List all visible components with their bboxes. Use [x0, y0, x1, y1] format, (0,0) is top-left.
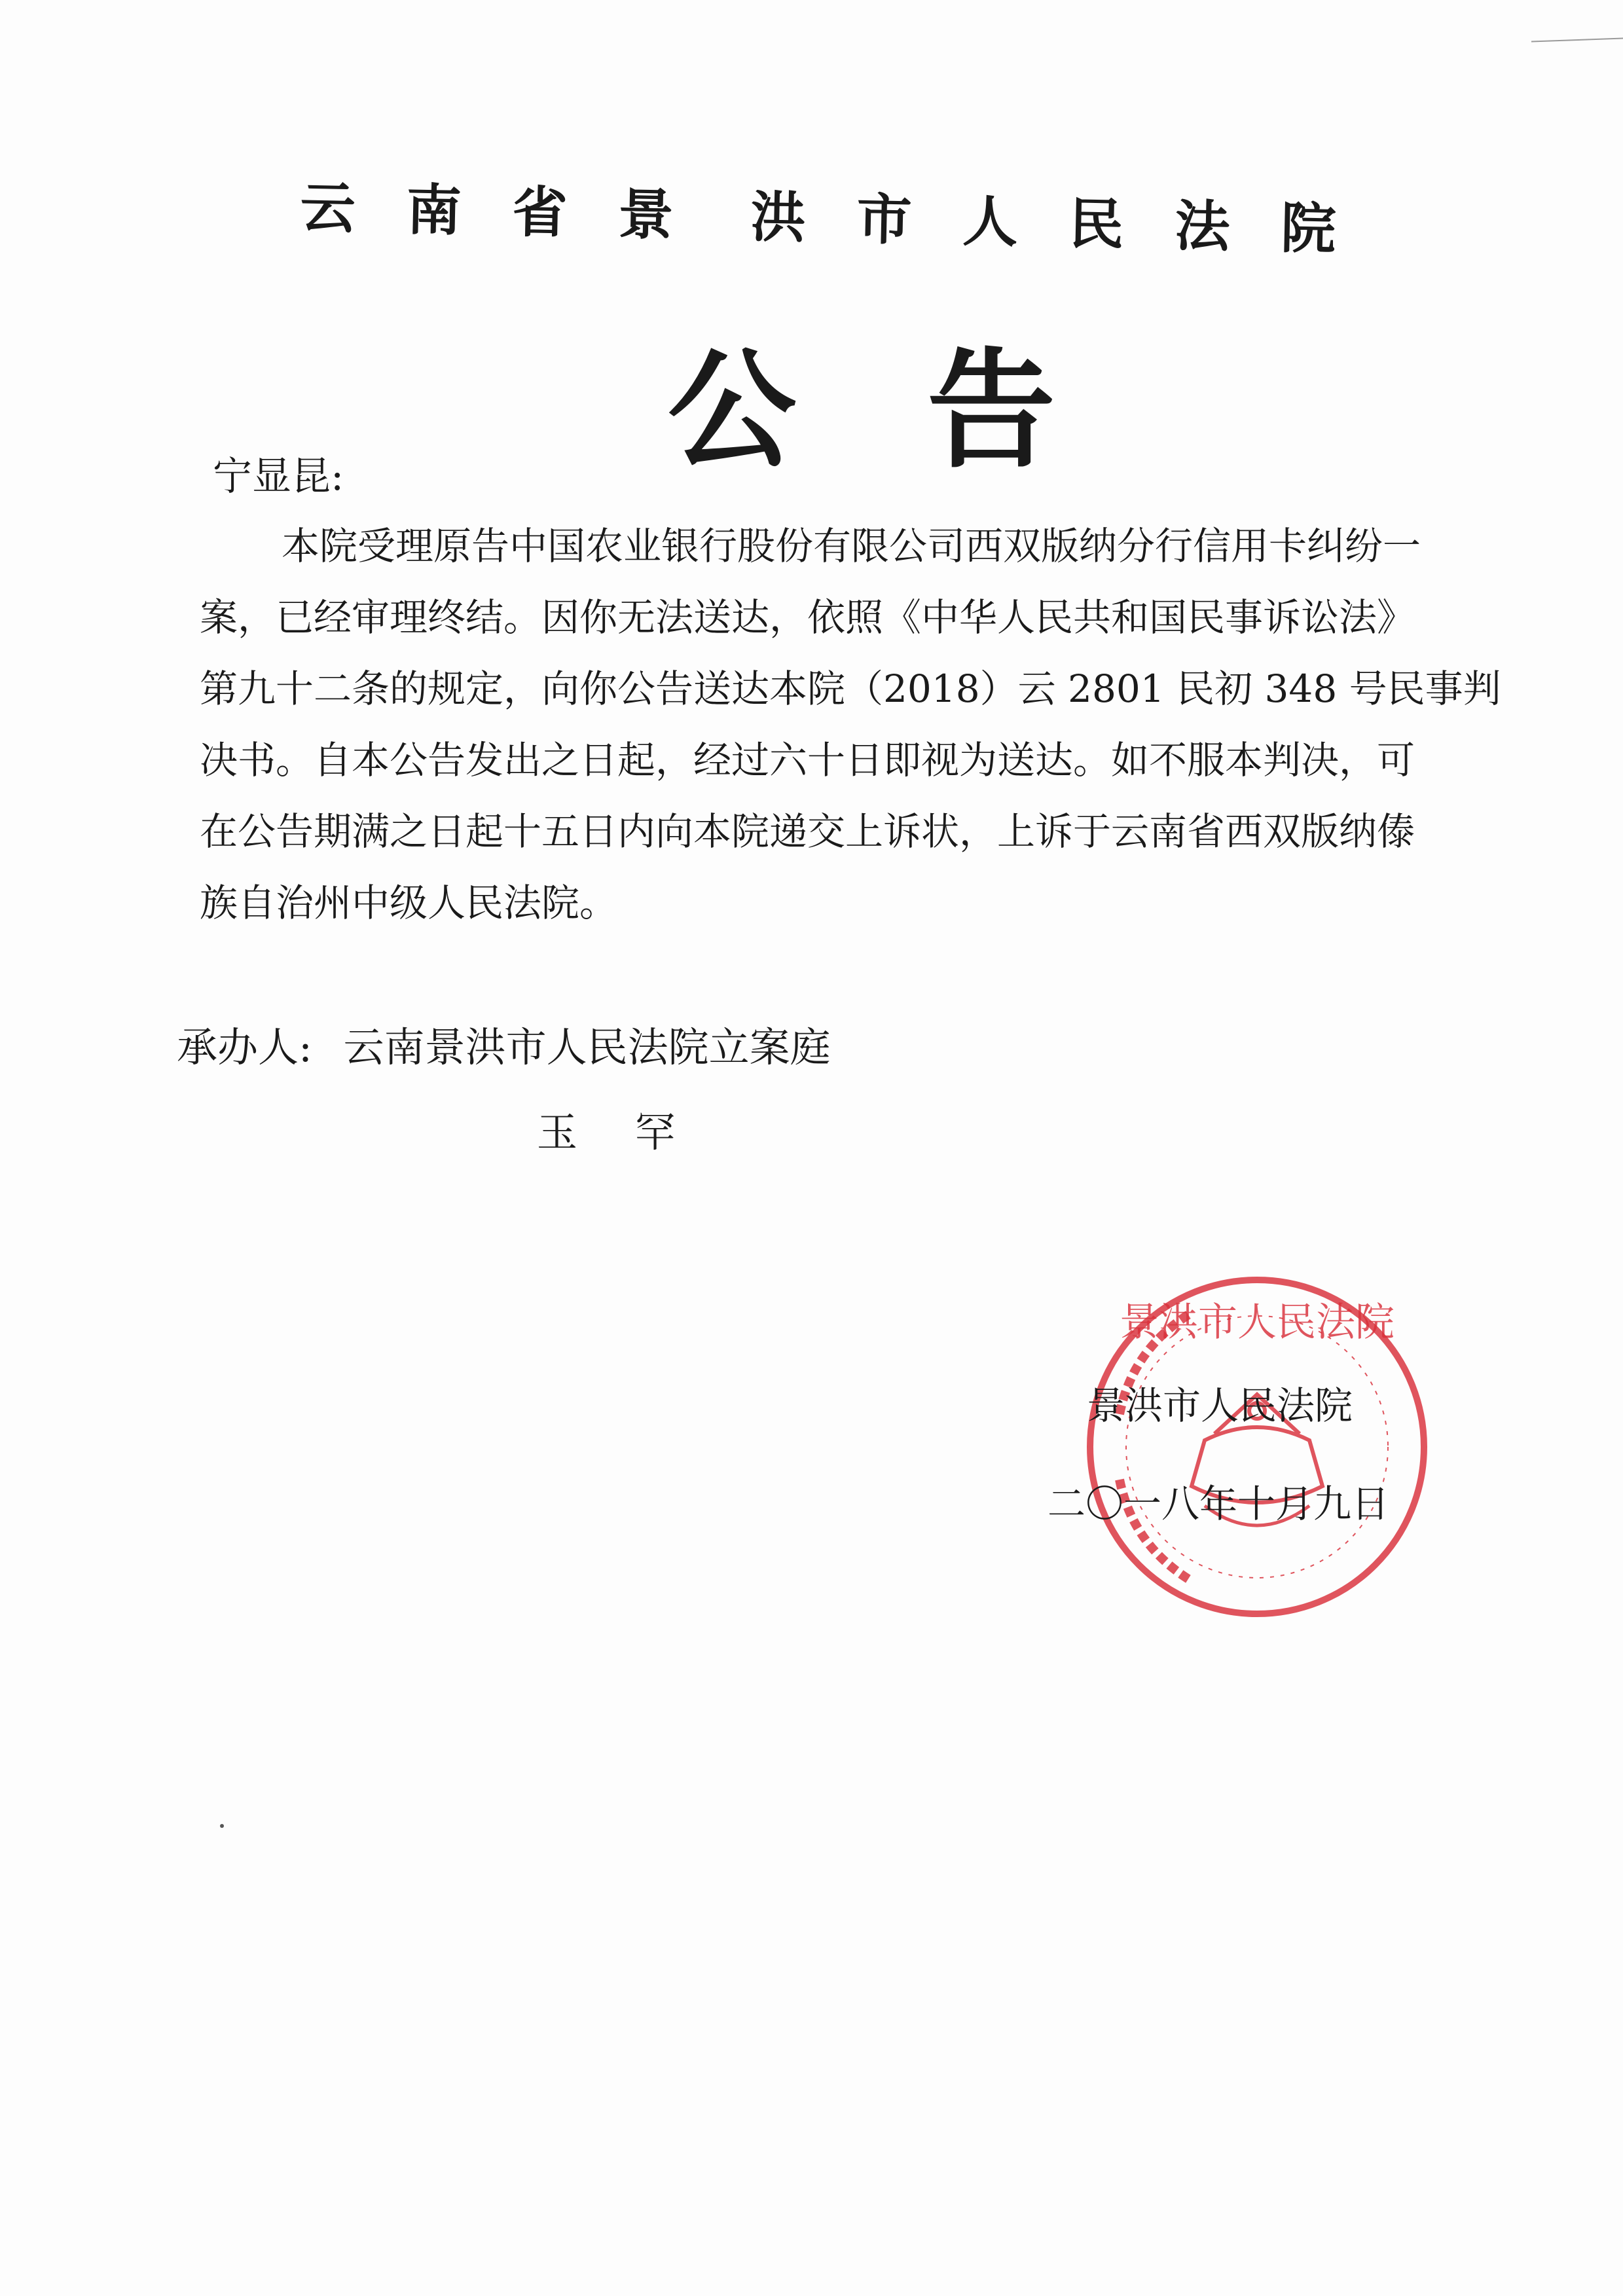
handler-line [177, 1015, 831, 1073]
court-name-char: 南 [405, 177, 462, 244]
title-char: 公 [668, 335, 797, 486]
announcement-body [200, 511, 1529, 939]
handler-name: 玉 罕 [537, 1108, 698, 1156]
body-line: 本院受理原告中国农业银行股份有限公司西双版纳分行信用卡纠纷一 [282, 524, 1421, 568]
handler-department: 云南景洪市人民法院立案庭 [343, 1023, 831, 1071]
court-name-char: 云 [299, 174, 356, 241]
seal-text: 景洪市人民法院 [1120, 1300, 1395, 1345]
body-line: 第九十二条的规定，向你公告送达本院（2018）云 2801 民初 348 号民事判 [200, 666, 1501, 711]
court-seal-stamp [1080, 1270, 1434, 1624]
court-name-char: 市 [856, 186, 913, 253]
handler-label: 承办人: [177, 1023, 312, 1071]
signature-court: 景洪市人民法院 [1087, 1383, 1353, 1428]
court-name-char: 省 [511, 179, 568, 246]
signature-date: 二〇一八年十月九日 [1048, 1482, 1390, 1526]
court-name-char: 院 [1280, 195, 1337, 262]
court-name-char: 人 [962, 189, 1019, 255]
scan-edge-line [1531, 0, 1623, 42]
court-name-char: 景 [617, 181, 674, 247]
court-name-char: 民 [1068, 191, 1125, 257]
body-line: 在公告期满之日起十五日内向本院递交上诉状，上诉于云南省西双版纳傣 [200, 809, 1415, 854]
body-line: 案，已经审理终结。因你无法送达，依照《中华人民共和国民事诉讼法》 [200, 595, 1415, 640]
body-line: 决书。自本公告发出之日起，经过六十日即视为送达。如不服本判决，可 [200, 738, 1415, 782]
court-name-char: 洪 [750, 184, 807, 251]
court-name-char: 法 [1174, 192, 1231, 259]
announcement-title [668, 308, 1186, 492]
title-char: 告 [927, 335, 1056, 486]
scan-speck [220, 1824, 224, 1828]
court-name-heading [299, 164, 1505, 268]
body-line: 族自治州中级人民法院。 [200, 881, 618, 925]
addressee: 宁显昆: [213, 454, 344, 500]
